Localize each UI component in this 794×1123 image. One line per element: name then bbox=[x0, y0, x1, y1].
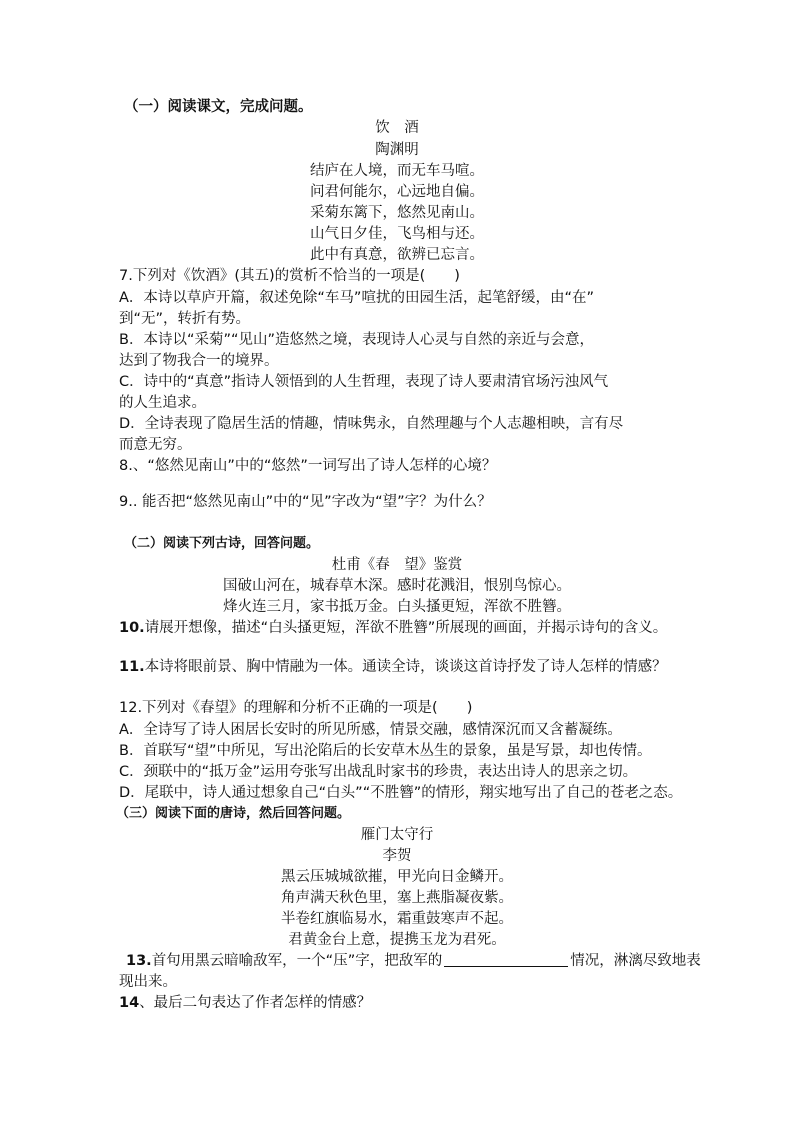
question-13-number: 13. bbox=[126, 953, 152, 969]
poem-3-line: 君黄金台上意，提携玉龙为君死。 bbox=[288, 932, 506, 948]
section-3-heading: （三）阅读下面的唐诗，然后回答问题。 bbox=[116, 806, 351, 821]
question-10 bbox=[119, 618, 667, 638]
question-7-option-b: B．本诗以“采菊”“见山”造悠然之境，表现诗人心灵与自然的亲近与会意， bbox=[119, 332, 594, 348]
question-11 bbox=[119, 657, 667, 677]
question-10-text: 请展开想像，描述“白头搔更短，浑欲不胜簪”所展现的画面，并揭示诗句的含义。 bbox=[144, 620, 668, 636]
poem-2-title: 杜甫《春 望》鉴赏 bbox=[331, 557, 463, 573]
question-14-text: 、最后二句表达了作者怎样的情感？ bbox=[139, 995, 372, 1011]
question-7-option-a: A．本诗以草庐开篇，叙述免除“车马”喧扰的田园生活，起笔舒缓，由“在” bbox=[119, 290, 594, 306]
poem-3-line: 半卷红旗临易水，霜重鼓寒声不起。 bbox=[281, 911, 513, 927]
poem-1-line: 问君何能尔，心远地自偏。 bbox=[310, 184, 484, 200]
question-7-option-c-cont: 的人生追求。 bbox=[119, 395, 206, 411]
poem-1-line: 结庐在人境，而无车马喧。 bbox=[310, 163, 484, 179]
poem-2-line: 烽火连三月，家书抵万金。白头搔更短，浑欲不胜簪。 bbox=[223, 599, 571, 615]
question-7-option-b-cont: 达到了物我合一的境界。 bbox=[119, 353, 279, 369]
question-9: 9.. 能否把“悠然见南山”中的“见”字改为“望”字？为什么？ bbox=[119, 494, 492, 510]
question-11-text: 本诗将眼前景、胸中情融为一体。通读全诗，谈谈这首诗抒发了诗人怎样的情感？ bbox=[144, 659, 667, 675]
poem-1-line: 此中有真意，欲辨已忘言。 bbox=[310, 247, 484, 263]
question-11-number: 11. bbox=[119, 659, 145, 675]
question-13-text-after: 情况，淋漓尽致地表 bbox=[570, 953, 701, 969]
question-12-option-a: A．全诗写了诗人困居长安时的所见所感，情景交融，感情深沉而又含蓄凝练。 bbox=[119, 722, 622, 738]
question-12-stem: 12.下列对《春望》的理解和分析不正确的一项是( ) bbox=[119, 700, 473, 716]
question-8: 8.、“悠然见南山”中的“悠然”一词写出了诗人怎样的心境？ bbox=[119, 458, 497, 474]
poem-3-line: 角声满天秋色里，塞上燕脂凝夜紫。 bbox=[281, 890, 513, 906]
question-7-stem: 7.下列对《饮酒》(其五)的赏析不恰当的一项是( ) bbox=[119, 268, 460, 284]
question-12-option-d: D．尾联中，诗人通过想象自己“白头”“不胜簪”的情形，翔实地写出了自己的苍老之态。 bbox=[119, 785, 683, 801]
answer-blank[interactable] bbox=[444, 952, 568, 967]
question-7-option-a-cont: 到“无”，转折有势。 bbox=[119, 311, 251, 327]
question-13-cont: 现出来。 bbox=[119, 974, 177, 990]
question-12-option-b: B．首联写“望”中所见，写出沦陷后的长安草木丛生的景象，虽是写景，却也传情。 bbox=[119, 743, 652, 759]
poem-3-title: 雁门太守行 bbox=[360, 827, 434, 843]
question-14 bbox=[119, 993, 371, 1013]
poem-3-line: 黑云压城城欲摧，甲光向日金鳞开。 bbox=[281, 869, 513, 885]
question-7-option-c: C．诗中的“真意”指诗人领悟到的人生哲理，表现了诗人要肃清官场污浊风气 bbox=[119, 374, 609, 390]
question-7-option-d-cont: 而意无穷。 bbox=[119, 437, 192, 453]
poem-1-line: 采菊东篱下，悠然见南山。 bbox=[310, 205, 484, 221]
poem-3-author: 李贺 bbox=[382, 848, 412, 864]
poem-1-line: 山气日夕佳，飞鸟相与还。 bbox=[310, 226, 484, 242]
section-1-heading: （一）阅读课文，完成问题。 bbox=[124, 99, 313, 115]
poem-2-line: 国破山河在，城春草木深。感时花溅泪，恨别鸟惊心。 bbox=[223, 578, 571, 594]
question-13-text-before: 首句用黑云暗喻敌军，一个“压”字，把敌军的 bbox=[151, 953, 443, 969]
section-2-heading: （二）阅读下列古诗，回答问题。 bbox=[124, 536, 320, 551]
question-14-number: 14 bbox=[119, 995, 140, 1011]
question-10-number: 10. bbox=[119, 620, 145, 636]
question-13 bbox=[126, 951, 701, 971]
poem-1-title: 饮 酒 bbox=[375, 120, 419, 136]
question-12-option-c: C．颈联中的“抵万金”运用夸张写出战乱时家书的珍贵，表达出诗人的思亲之切。 bbox=[119, 764, 638, 780]
question-7-option-d: D．全诗表现了隐居生活的情趣，情味隽永，自然理趣与个人志趣相映，言有尽 bbox=[119, 416, 624, 432]
poem-1-author: 陶渊明 bbox=[375, 142, 419, 158]
